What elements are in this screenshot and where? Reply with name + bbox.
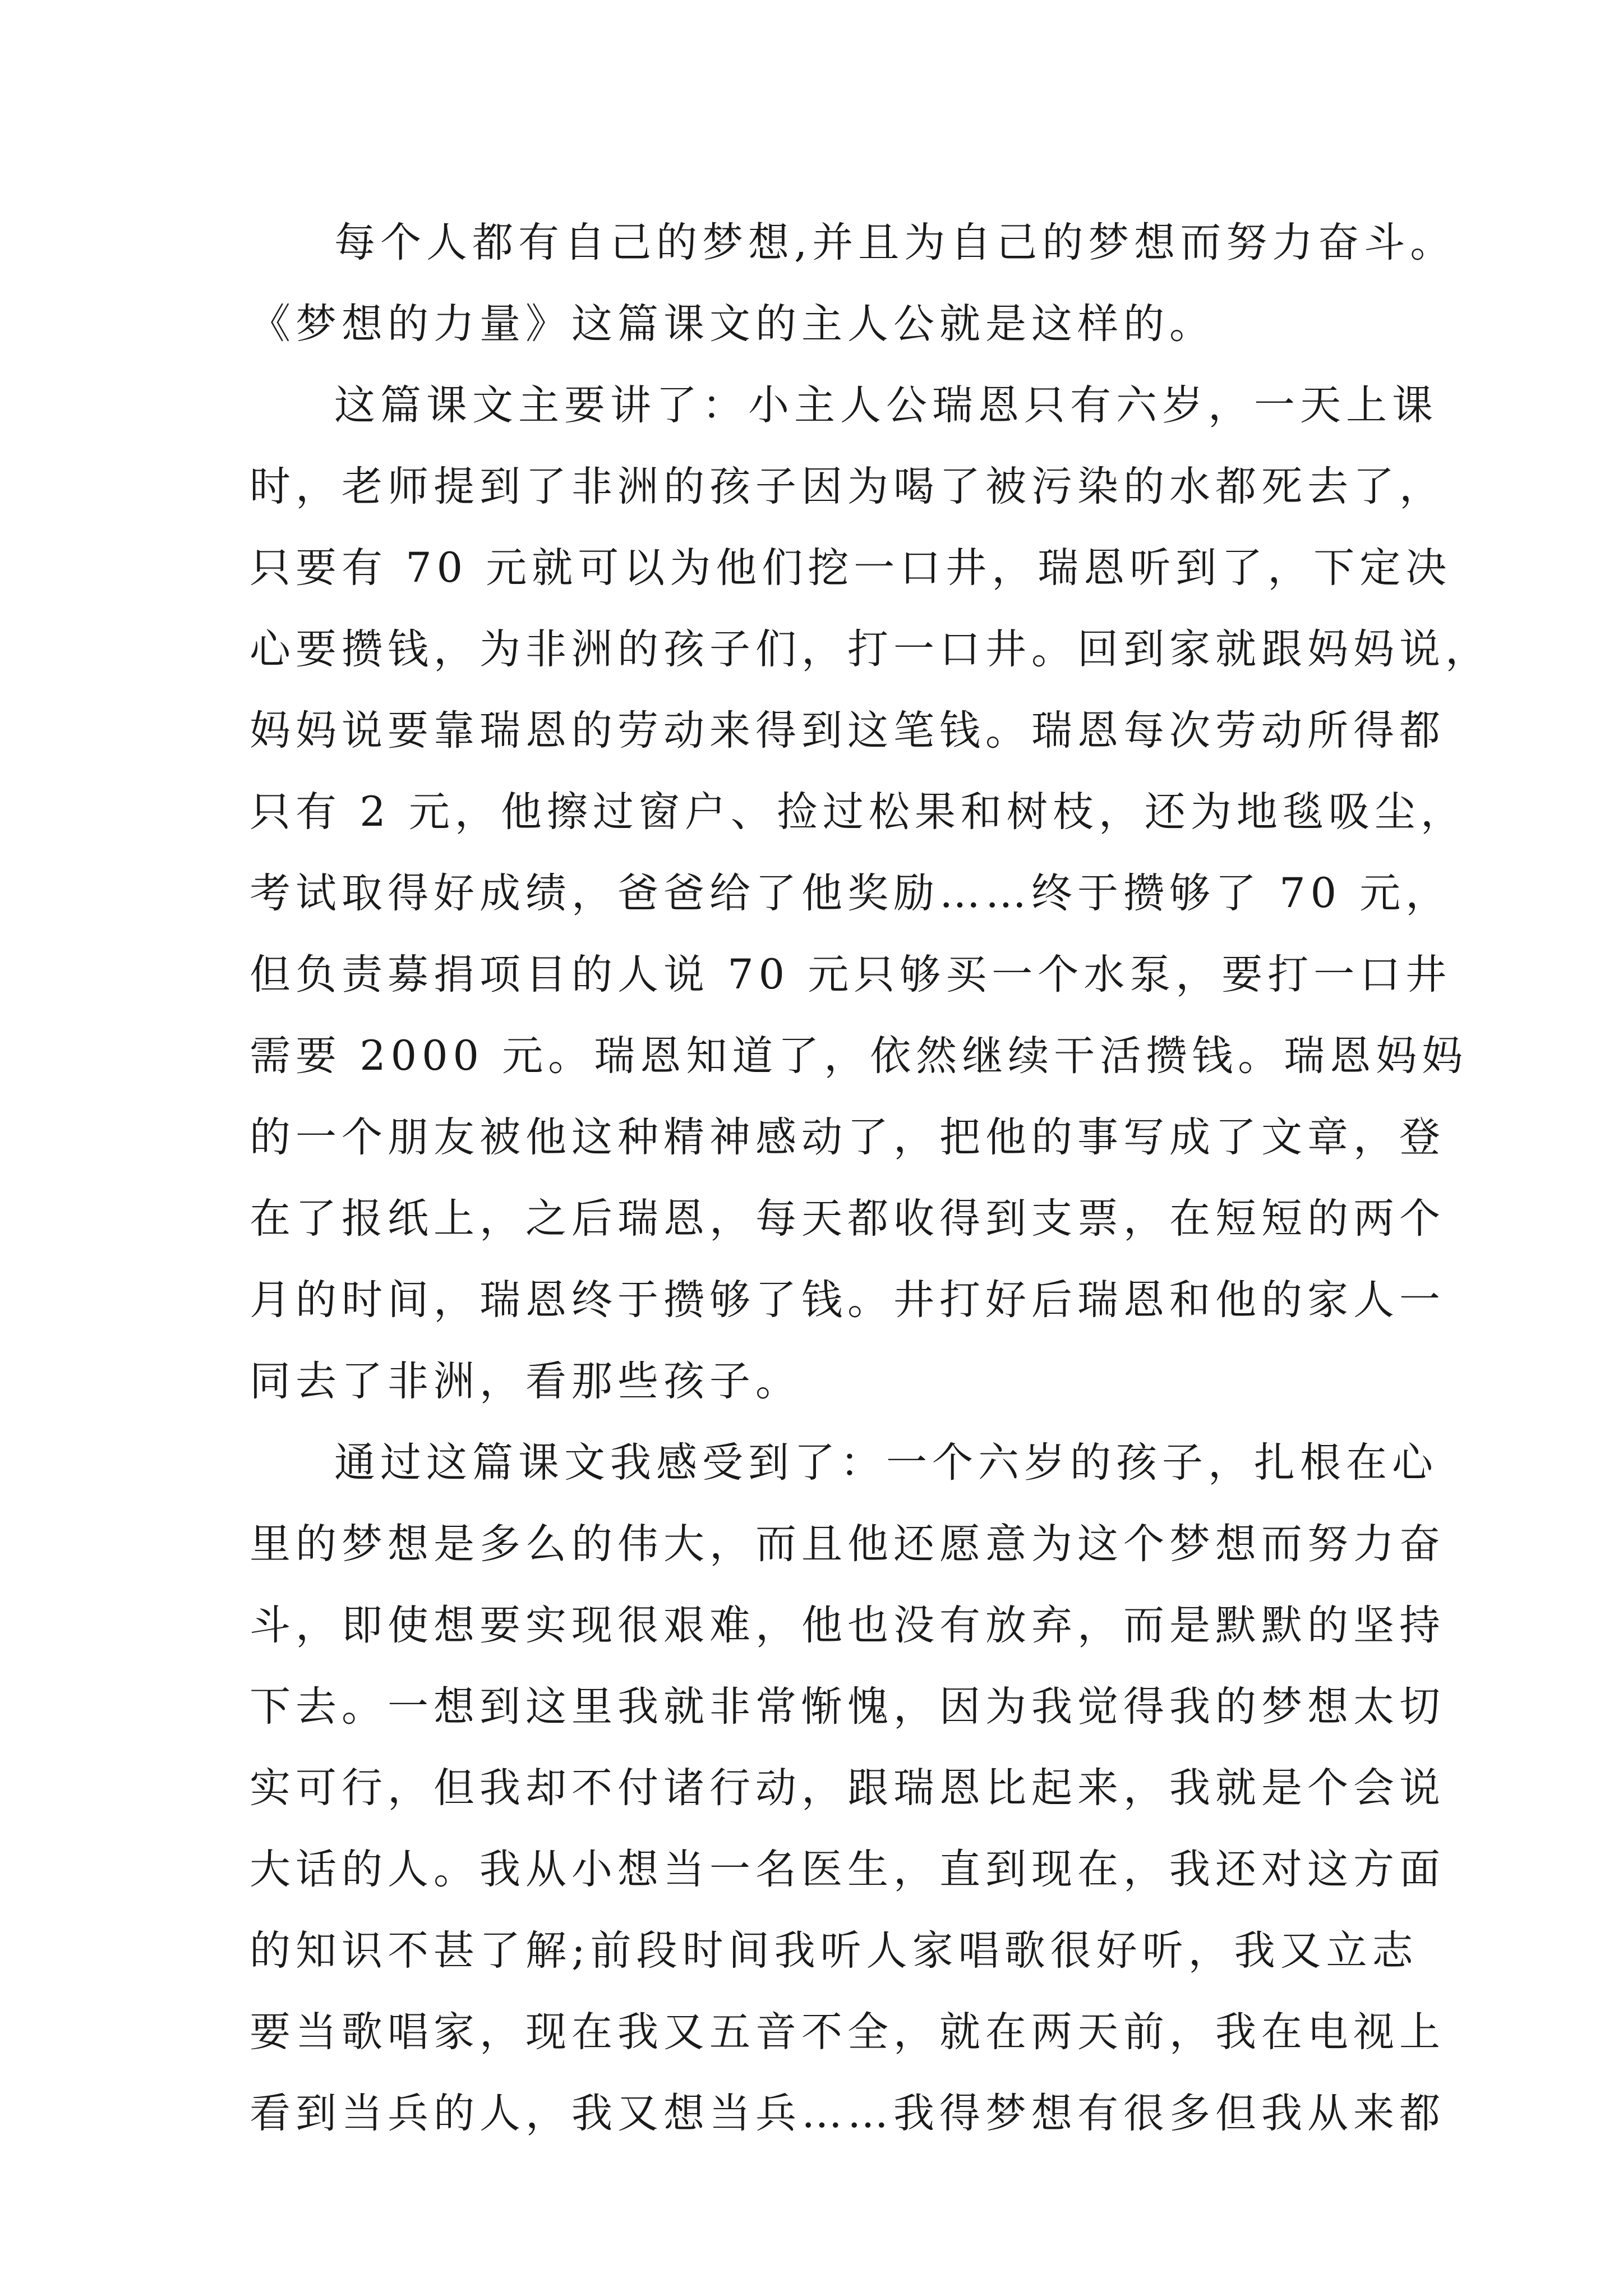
paragraph-2-line-12: 月的时间，瑞恩终于攒够了钱。井打好后瑞恩和他的家人一 bbox=[250, 1276, 1445, 1324]
paragraph-3-line-9: 看到当兵的人，我又想当兵……我得梦想有很多但我从来都 bbox=[250, 2090, 1445, 2137]
paragraph-3-line-1: 通过这篇课文我感受到了：一个六岁的孩子，扎根在心 bbox=[334, 1439, 1438, 1487]
paragraph-2-line-13: 同去了非洲，看那些孩子。 bbox=[250, 1358, 801, 1405]
paragraph-3-line-5: 实可行，但我却不付诸行动，跟瑞恩比起来，我就是个会说 bbox=[250, 1764, 1445, 1812]
paragraph-2-line-7: 考试取得好成绩，爸爸给了他奖励……终于攒够了 70 元， bbox=[250, 869, 1452, 917]
paragraph-2-line-11: 在了报纸上，之后瑞恩，每天都收得到支票，在短短的两个 bbox=[250, 1195, 1445, 1243]
paragraph-2-line-4: 心要攒钱，为非洲的孩子们，打一口井。回到家就跟妈妈说， bbox=[250, 625, 1491, 673]
essay-text bbox=[250, 210, 1491, 2162]
paragraph-2-line-10: 的一个朋友被他这种精神感动了，把他的事写成了文章，登 bbox=[250, 1114, 1445, 1161]
paragraph-3-line-6: 大话的人。我从小想当一名医生，直到现在，我还对这方面 bbox=[250, 1846, 1445, 1893]
paragraph-2-line-5: 妈妈说要靠瑞恩的劳动来得到这笔钱。瑞恩每次劳动所得都 bbox=[250, 707, 1445, 754]
paragraph-1-line-1: 每个人都有自己的梦想,并且为自己的梦想而努力奋斗。 bbox=[334, 219, 1456, 266]
paragraph-2-line-3: 只要有 70 元就可以为他们挖一口井，瑞恩听到了，下定决 bbox=[250, 544, 1452, 592]
paragraph-3-line-4: 下去。一想到这里我就非常惭愧，因为我觉得我的梦想太切 bbox=[250, 1683, 1445, 1731]
paragraph-2-line-2: 时，老师提到了非洲的孩子因为喝了被污染的水都死去了， bbox=[250, 463, 1445, 510]
paragraph-2-line-1: 这篇课文主要讲了：小主人公瑞恩只有六岁，一天上课 bbox=[334, 381, 1438, 429]
paragraph-3-line-2: 里的梦想是多么的伟大，而且他还愿意为这个梦想而努力奋 bbox=[250, 1520, 1445, 1568]
paragraph-3-line-7: 的知识不甚了解;前段时间我听人家唱歌很好听，我又立志 bbox=[250, 1927, 1418, 1975]
paragraph-1-line-2: 《梦想的力量》这篇课文的主人公就是这样的。 bbox=[250, 300, 1215, 348]
paragraph-2-line-6: 只有 2 元，他擦过窗户、捡过松果和树枝，还为地毯吸尘， bbox=[250, 788, 1467, 836]
paragraph-3-line-3: 斗，即使想要实现很艰难，他也没有放弃，而是默默的坚持 bbox=[250, 1602, 1445, 1649]
paragraph-2-line-8: 但负责募捐项目的人说 70 元只够买一个水泵，要打一口井 bbox=[250, 951, 1452, 999]
paragraph-3-line-8: 要当歌唱家，现在我又五音不全，就在两天前，我在电视上 bbox=[250, 2008, 1445, 2056]
paragraph-2-line-9: 需要 2000 元。瑞恩知道了，依然继续干活攒钱。瑞恩妈妈 bbox=[250, 1032, 1468, 1080]
